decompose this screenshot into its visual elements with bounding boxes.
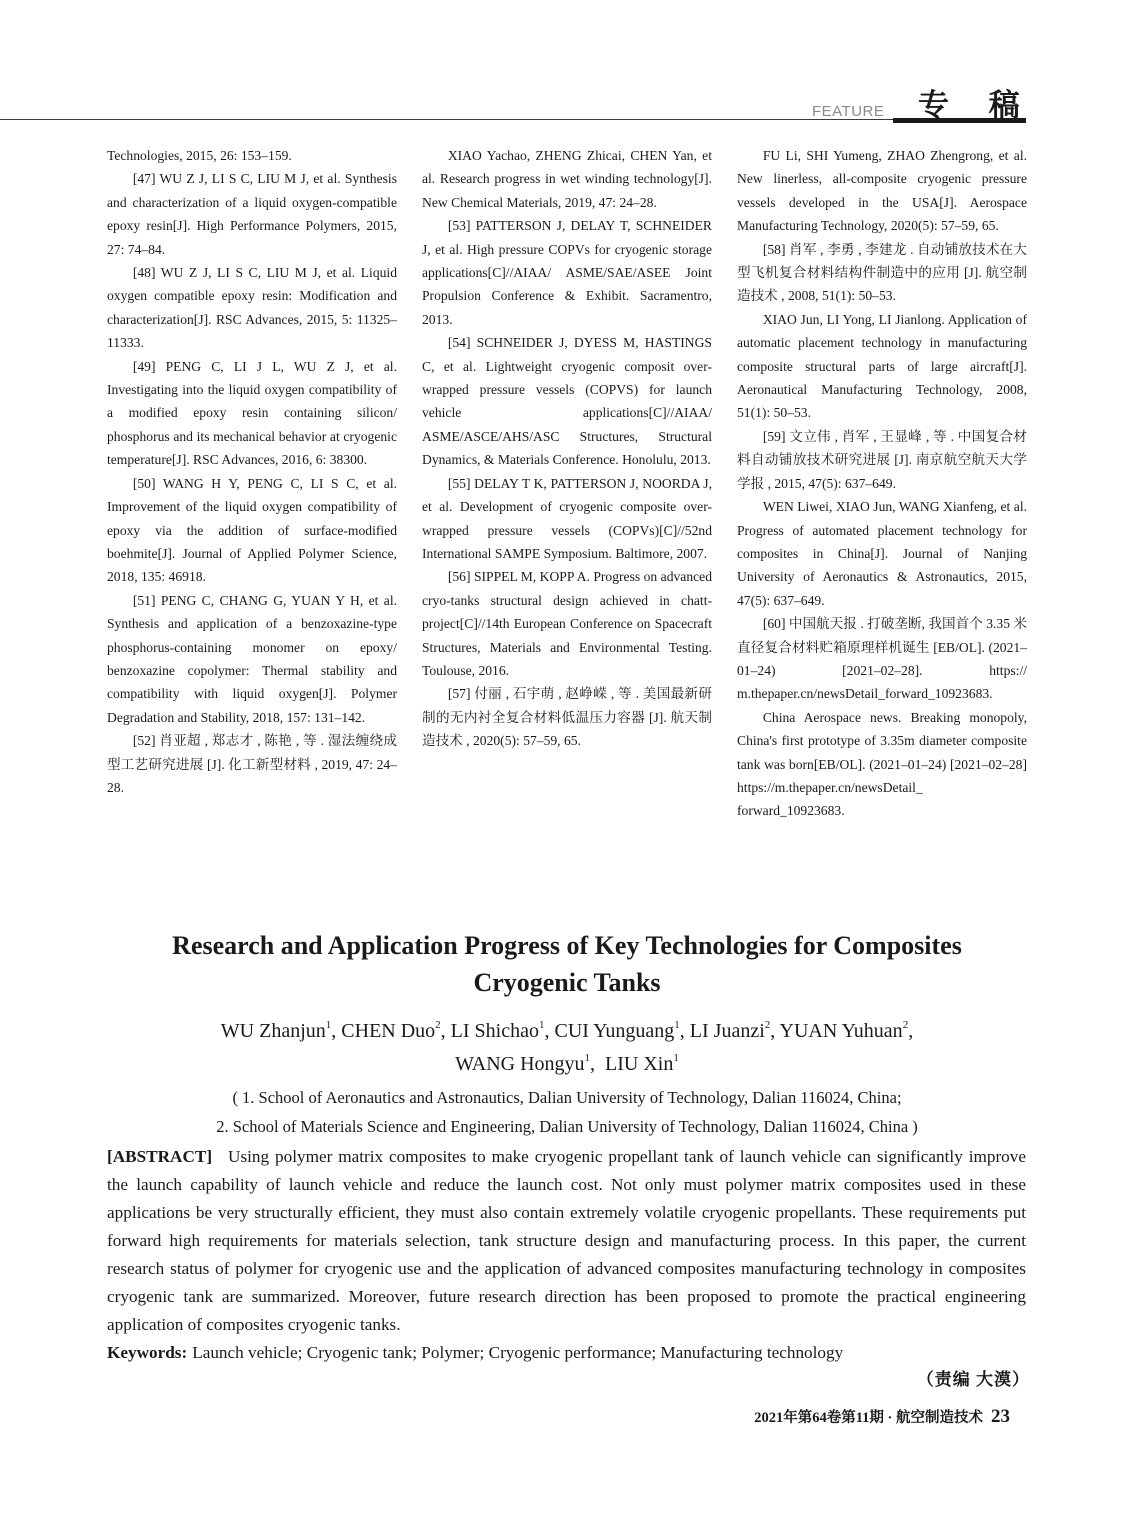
author-list: [100, 1015, 1034, 1081]
affiliation-1: ( 1. School of Aeronautics and Astronautics, Dalian University of Technology, Dalian 116024, China;: [232, 1088, 902, 1107]
editor-note: （责编 大漠）: [916, 1370, 1030, 1389]
reference-entry: [47] WU Z J, LI S C, LIU M J, et al. Synthesis and characterization of a liquid oxygen-compatible epoxy resin[J]. High Performance Polymers, 2015, 27: 74–84.: [107, 171, 397, 257]
reference-entry: [55] DELAY T K, PATTERSON J, NOORDA J, et al. Development of cryogenic composite over-wrapped pressure vessels (COPVs)[C]//52nd International SAMPE Symposium. Baltimore, 2007.: [422, 475, 712, 561]
journal-issue: 2021年第64卷第11期 · 航空制造技术: [754, 1410, 983, 1426]
abstract-label: [ABSTRACT]: [107, 1147, 213, 1166]
author-affiliation-mark: 2: [902, 1019, 909, 1031]
keywords: [107, 1339, 1026, 1367]
author-name: LI Juanzi: [689, 1020, 765, 1042]
author-affiliation-mark: 1: [674, 1019, 680, 1031]
feature-label: FEATURE: [812, 103, 885, 120]
author-name: LI Shichao: [450, 1020, 539, 1042]
reference-entry: China Aerospace news. Breaking monopoly, China's first prototype of 3.35m diameter composite tank was born[EB/OL]. (2021–01–24) [2021–02–28] https://m.thepaper.cn/newsDetail_ forward_10923683.: [737, 709, 1027, 819]
keywords-text: Launch vehicle; Cryogenic tank; Polymer; Cryogenic performance; Manufacturing technology: [192, 1343, 844, 1362]
article-title: [100, 927, 1034, 1001]
page-number: 23: [991, 1406, 1010, 1427]
reference-entry: [52] 肖亚超 , 郑志才 , 陈艳 , 等 . 湿法缠绕成型工艺研究进展 [J]. 化工新型材料 , 2019, 47: 24–28.: [107, 733, 397, 795]
reference-entry: [51] PENG C, CHANG G, YUAN Y H, et al. Synthesis and application of a benzoxazine-type phosphorus-containing monomer on epoxy/ benzoxazine copolymer: Thermal stability and compatibility with liquid oxygen[J]. Polymer Degradation and Stability, 2018, 157: 131–142.: [107, 592, 397, 725]
author-separator: ,: [590, 1053, 606, 1075]
references-column-3: [737, 144, 1027, 823]
abstract: [107, 1143, 1026, 1339]
affiliations: [100, 1083, 1034, 1141]
keywords-label: Keywords:: [107, 1343, 188, 1362]
author-separator: ,: [440, 1020, 451, 1042]
reference-entry: [50] WANG H Y, PENG C, LI S C, et al. Improvement of the liquid oxygen compatibility of epoxy via the addition of surface-modified boehmite[J]. Journal of Applied Polymer Science, 2018, 135: 46918.: [107, 475, 397, 585]
author-name: WANG Hongyu: [455, 1053, 585, 1075]
reference-entry: [49] PENG C, LI J L, WU Z J, et al. Investigating into the liquid oxygen compatibility of a modified epoxy resin containing silicon/ phosphorus and its mechanical behavior at cryogenic temperature[J]. RSC Advances, 2016, 6: 38300.: [107, 358, 397, 468]
reference-entry: [59] 文立伟 , 肖军 , 王显峰 , 等 . 中国复合材料自动铺放技术研究进展 [J]. 南京航空航天大学学报 , 2015, 47(5): 637–649.: [737, 428, 1027, 491]
reference-entry: [48] WU Z J, LI S C, LIU M J, et al. Liquid oxygen compatible epoxy resin: Modification and characterization[J]. RSC Advances, 2015, 5: 11325–11333.: [107, 265, 397, 351]
author-line-2: [100, 1048, 1034, 1081]
reference-entry: XIAO Jun, LI Yong, LI Jianlong. Application of automatic placement technology in manufacturing composite structural parts of large aircraft[J]. Aeronautical Manufacturing Technology, 2008, 51(1): 50–53.: [737, 311, 1027, 421]
author-separator: ,: [331, 1020, 342, 1042]
author-separator: ,: [544, 1020, 555, 1042]
author-affiliation-mark: 1: [584, 1052, 591, 1064]
reference-entry: [57] 付丽 , 石宇萌 , 赵峥嵘 , 等 . 美国最新研制的无内衬全复合材料低温压力容器 [J]. 航天制造技术 , 2020(5): 57–59, 65.: [422, 686, 712, 749]
author-name: YUAN Yuhuan: [779, 1020, 903, 1042]
references-column-2: [422, 144, 712, 753]
reference-entry: XIAO Yachao, ZHENG Zhicai, CHEN Yan, et al. Research progress in wet winding technology[J]. New Chemical Materials, 2019, 47: 24–28.: [422, 148, 712, 210]
reference-entry: Technologies, 2015, 26: 153–159.: [107, 148, 292, 163]
references-column-1: [107, 144, 397, 799]
author-separator: ,: [908, 1020, 914, 1042]
author-affiliation-mark: 2: [764, 1019, 771, 1031]
reference-entry: [58] 肖军 , 李勇 , 李建龙 . 自动铺放技术在大型飞机复合材料结构件制造中的应用 [J]. 航空制造技术 , 2008, 51(1): 50–53.: [737, 241, 1027, 304]
author-name: CHEN Duo: [341, 1020, 436, 1042]
affiliation-2: 2. School of Materials Science and Engineering, Dalian University of Technology, Dalian 116024, China ): [216, 1117, 918, 1136]
author-affiliation-mark: 1: [673, 1052, 679, 1064]
reference-entry: [60] 中国航天报 . 打破垄断, 我国首个 3.35 米直径复合材料贮箱原理样机诞生 [EB/OL]. (2021–01–24) [2021–02–28]. https:// m.thepaper.cn/newsDetail_forward_10923683.: [737, 616, 1027, 702]
author-separator: ,: [770, 1020, 780, 1042]
reference-entry: [54] SCHNEIDER J, DYESS M, HASTINGS C, et al. Lightweight cryogenic composit over-wrapped pressure vessels (COPVS) for launch vehicle applications[C]//AIAA/ ASME/ASCE/AHS/ASC Structures, Structural Dynamics, & Materials Conference. Honolulu, 2013.: [422, 335, 712, 468]
author-separator: ,: [679, 1020, 690, 1042]
abstract-text: Using polymer matrix composites to make cryogenic propellant tank of launch vehicle can significantly improve the launch capability of launch vehicle and reduce the launch cost. Not only must polymer matrix composites used in these applications be very structurally efficient, they must also contain extremely volatile cryogenic propellants. These requirements put forward high requirements for materials selection, tank structure design and manufacturing process. In this paper, the current research status of polymer for cryogenic use and the application of advanced composites manufacturing technology in composites cryogenic tank are summarized. Moreover, future research direction has been proposed to promote the practical engineering application of composites cryogenic tanks.: [107, 1147, 1026, 1334]
title-line-1: Research and Application Progress of Key Technologies for Composites: [172, 931, 962, 960]
page-footer: [620, 1406, 1010, 1428]
reference-entry: FU Li, SHI Yumeng, ZHAO Zhengrong, et al. New linerless, all-composite cryogenic pressure vessels developed in the USA[J]. Aerospace Manufacturing Technology, 2020(5): 57–59, 65.: [737, 148, 1027, 234]
author-line-1: [100, 1015, 1034, 1048]
author-affiliation-mark: 1: [538, 1019, 545, 1031]
author-name: CUI Yunguang: [554, 1020, 675, 1042]
reference-entry: [56] SIPPEL M, KOPP A. Progress on advanced cryo-tanks structural design achieved in chatt-project[C]//14th European Conference on Spacecraft Structures, Materials and Environmental Testing. Toulouse, 2016.: [422, 569, 712, 678]
title-line-2: Cryogenic Tanks: [473, 968, 661, 997]
author-name: WU Zhanjun: [220, 1020, 326, 1042]
reference-entry: WEN Liwei, XIAO Jun, WANG Xianfeng, et al. Progress of automated placement technology for composites in China[J]. Journal of Nanjing University of Aeronautics & Astronautics, 2015, 47(5): 637–649.: [737, 499, 1027, 608]
author-name: LIU Xin: [605, 1053, 674, 1075]
reference-entry: [53] PATTERSON J, DELAY T, SCHNEIDER J, et al. High pressure COPVs for cryogenic storage applications[C]//AIAA/ ASME/SAE/ASEE Joint Propulsion Conference & Exhibit. Sacramentro, 2013.: [422, 218, 712, 327]
author-affiliation-mark: 1: [325, 1019, 332, 1031]
section-label: 专 稿: [918, 88, 1036, 123]
author-affiliation-mark: 2: [435, 1019, 441, 1031]
